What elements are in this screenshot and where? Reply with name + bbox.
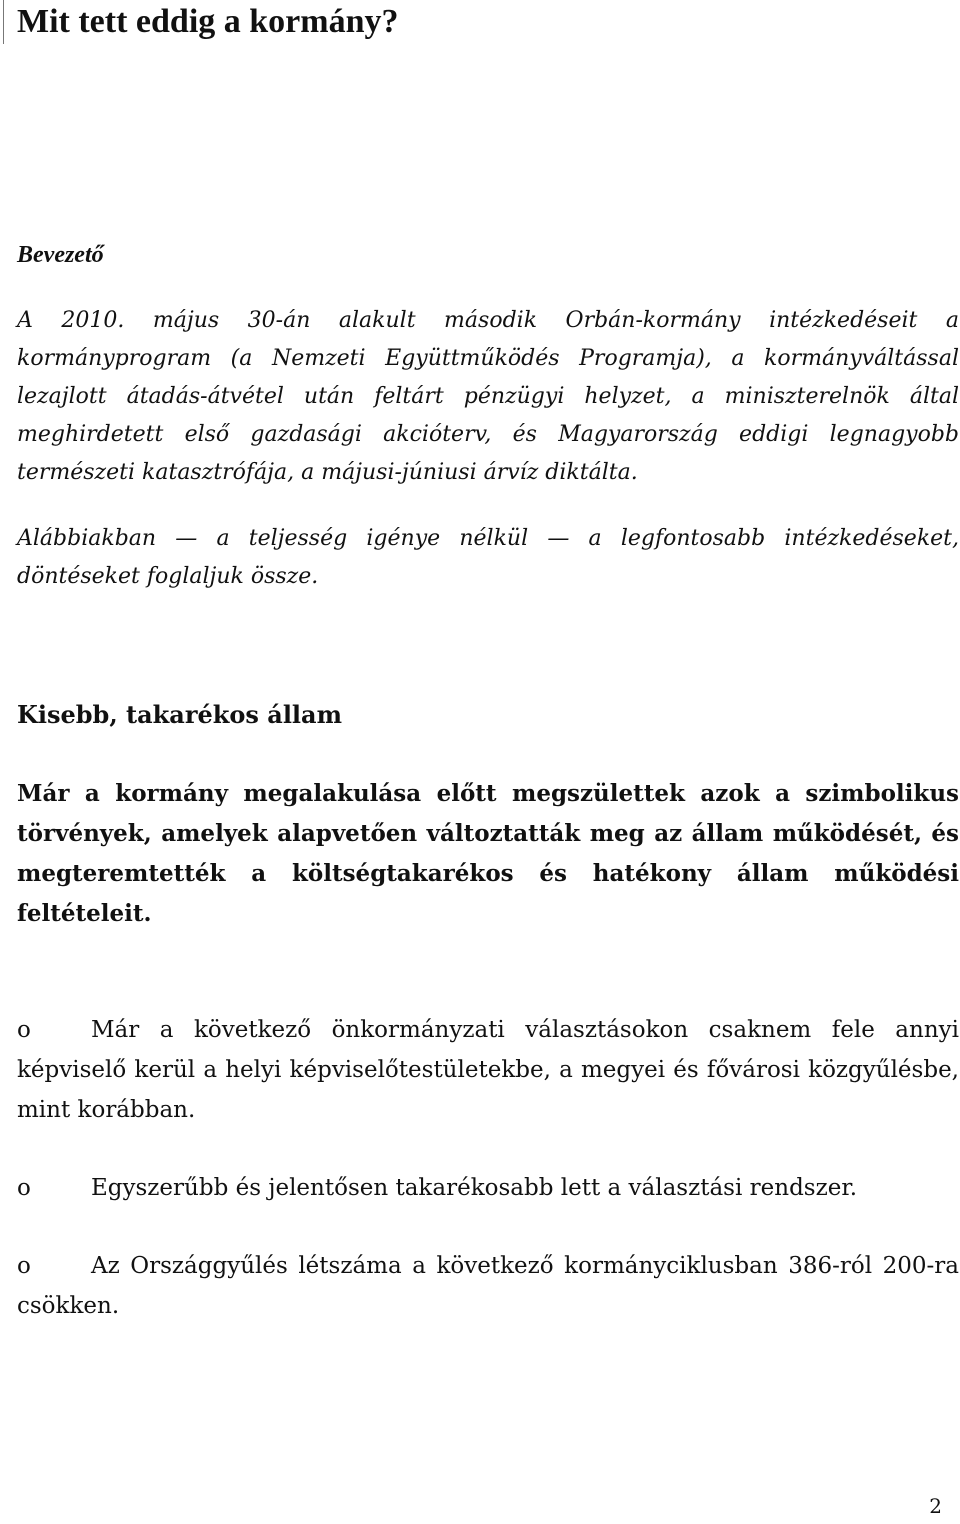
list-item: [17, 1246, 959, 1326]
title-margin-rule: [3, 0, 4, 44]
intro-heading: Bevezető: [17, 242, 104, 268]
intro-summary-paragraph: Alábbiakban — a teljesség igénye nélkül — a legfontosabb intézkedéseket, döntéseket foglaljuk össze.: [17, 526, 959, 589]
list-bullet: o: [17, 1253, 31, 1279]
list-item-text: Az Országgyűlés létszáma a következő kormányciklusban 386-ról 200-ra csökken.: [17, 1253, 959, 1319]
list-item: [17, 1010, 959, 1130]
page-number: 2: [929, 1494, 942, 1518]
list-bullet: o: [17, 1017, 31, 1043]
list-item-text: Már a következő önkormányzati választásokon csaknem fele annyi képviselő kerül a helyi képviselőtestületekbe, a megyei és fővárosi közgyűlésbe, mint korábban.: [17, 1017, 959, 1123]
list-item-text: Egyszerűbb és jelentősen takarékosabb lett a választási rendszer.: [91, 1175, 858, 1201]
intro-paragraph: A 2010. május 30-án alakult második Orbán-kormány intézkedéseit a kormányprogram (a Nemzeti Együttműködés Programja), a kormányváltással lezajlott átadás-átvétel után feltárt pénzügyi helyzet, a miniszterelnök által meghirdetett első gazdasági akcióterv, és Magyarország eddigi legnagyobb természeti katasztrófája, a májusi-júniusi árvíz diktálta.: [17, 308, 959, 485]
section-heading: Kisebb, takarékos állam: [17, 700, 342, 729]
list-bullet: o: [17, 1175, 31, 1201]
section-lead-paragraph: Már a kormány megalakulása előtt megszülettek azok a szimbolikus törvények, amelyek alapvetően változtatták meg az állam működését, és megteremtették a költségtakarékos és hatékony állam működési feltételeit.: [17, 780, 959, 927]
list-item: [17, 1168, 959, 1208]
document-title: Mit tett eddig a kormány?: [17, 3, 399, 40]
